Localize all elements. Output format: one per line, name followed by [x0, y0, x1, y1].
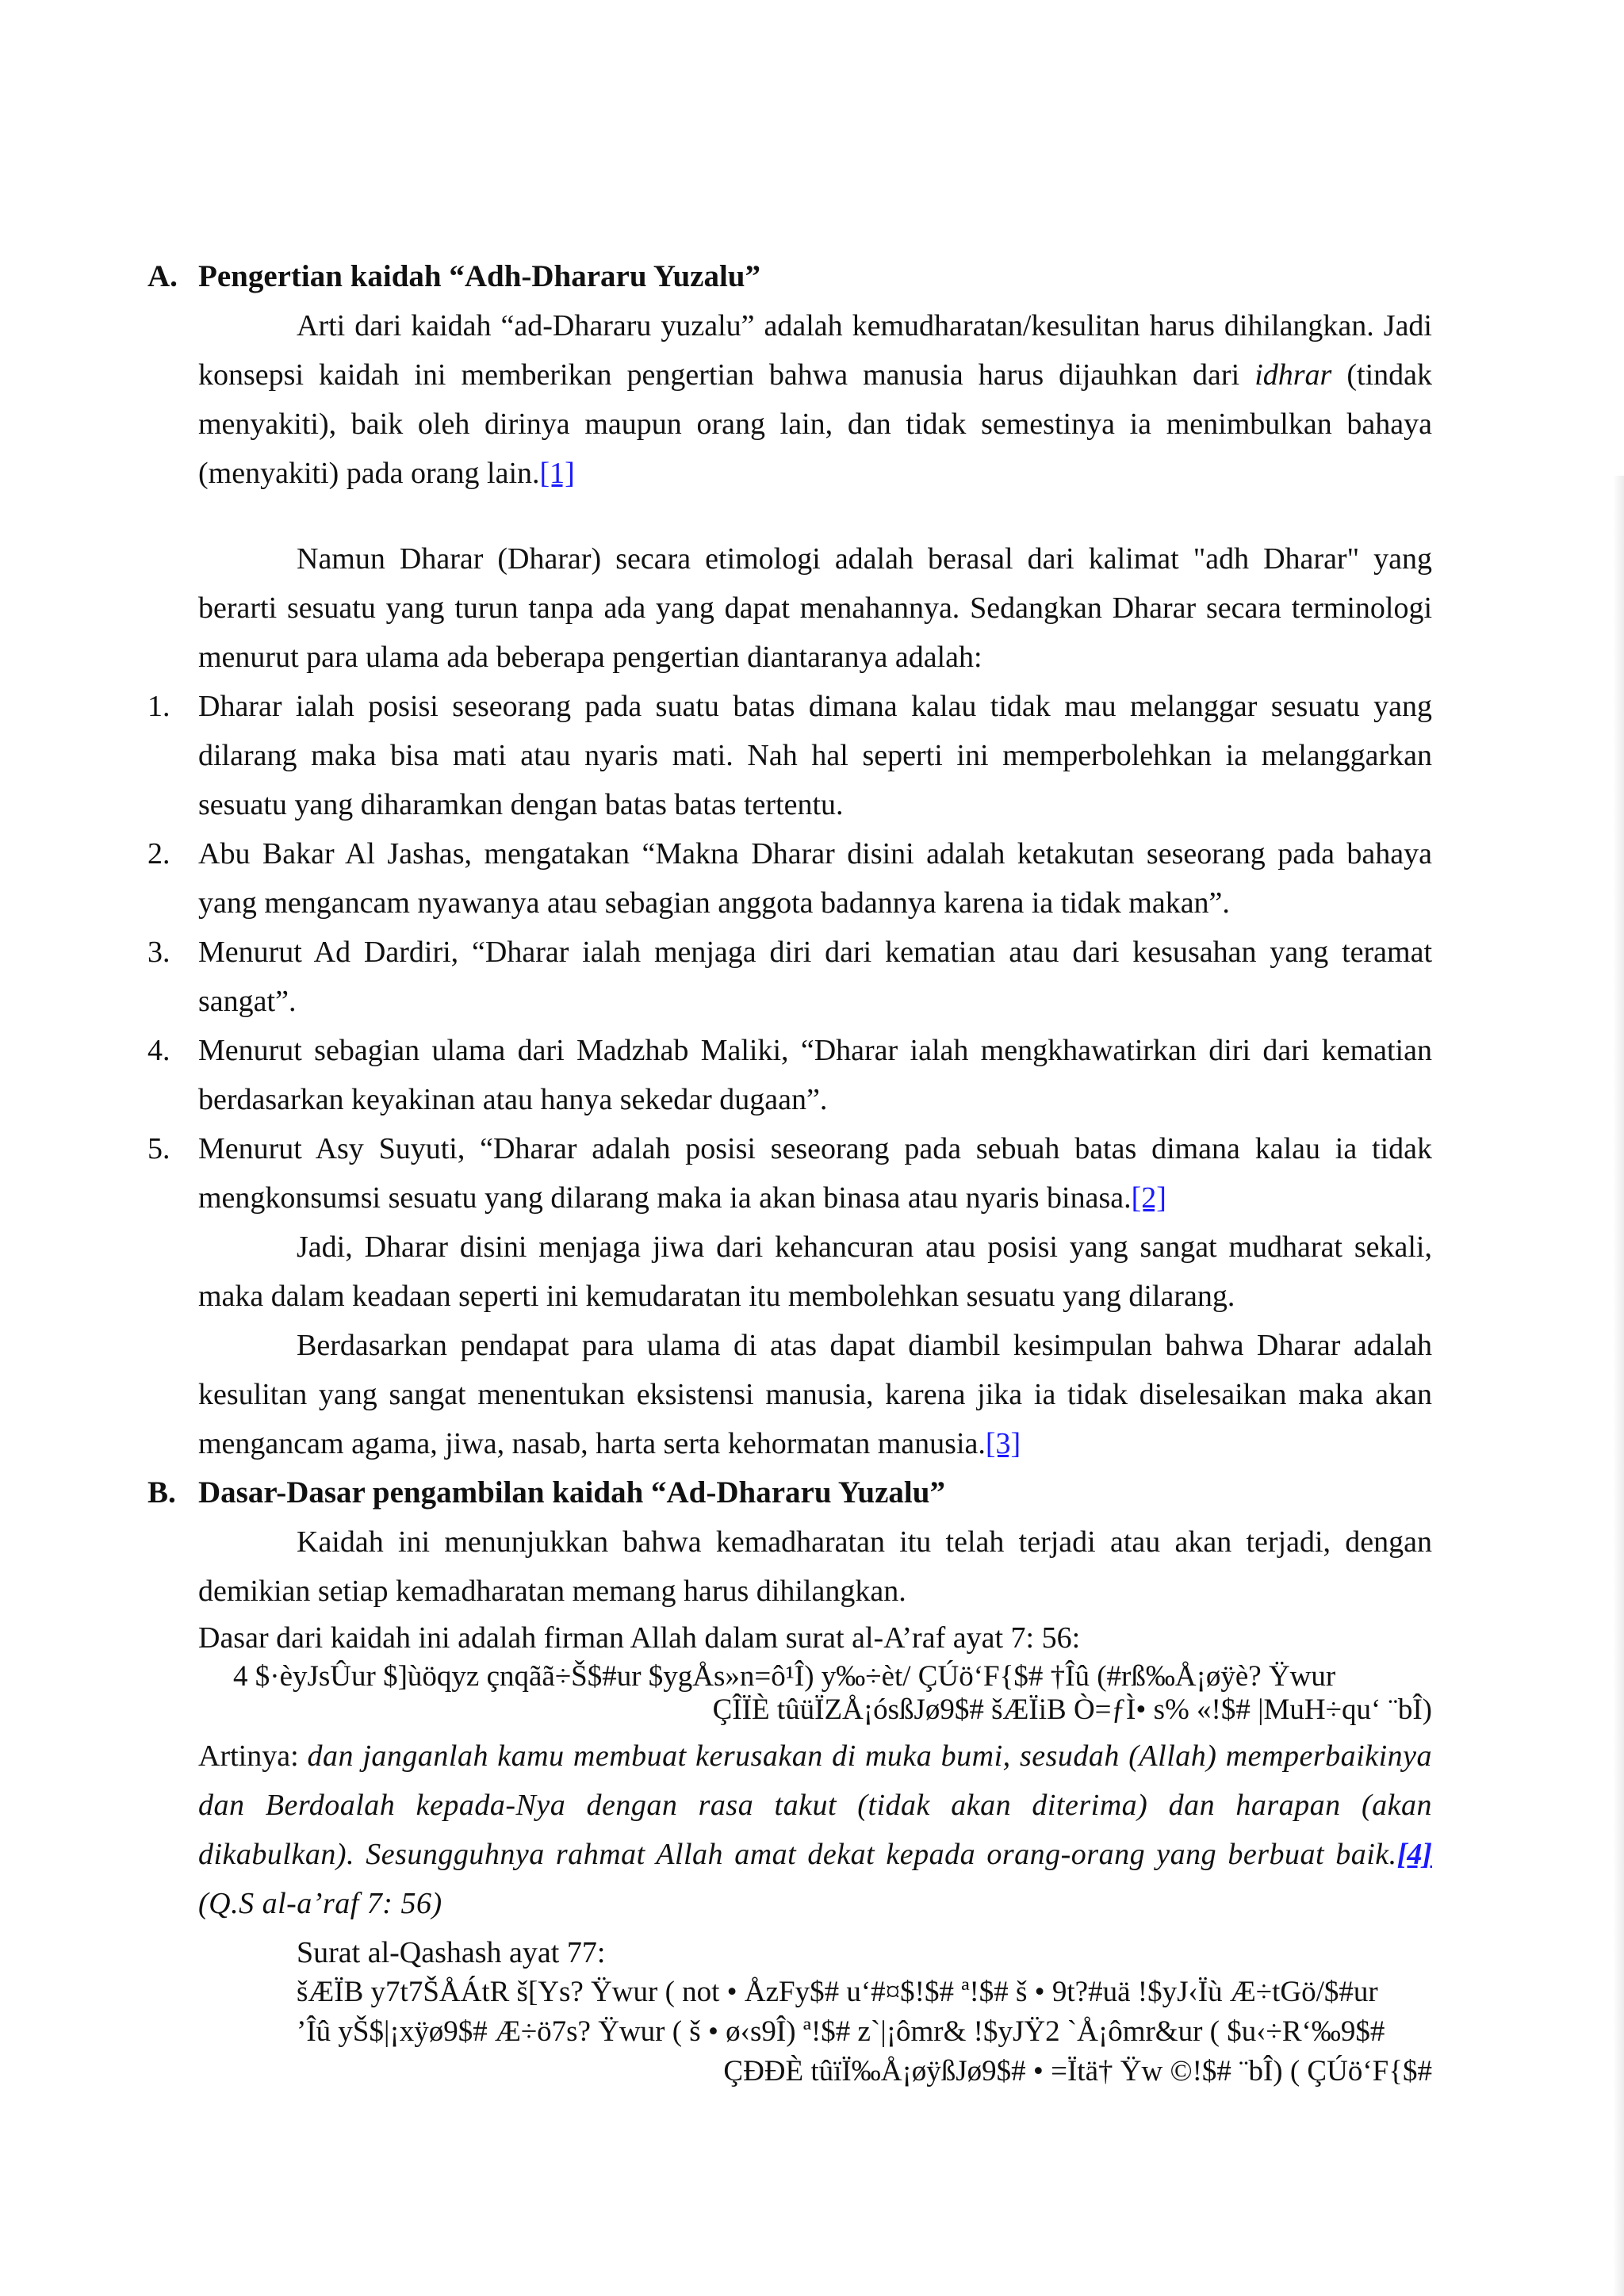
surat-qashash-label: Surat al-Qashash ayat 77: [297, 1936, 606, 1969]
section-a-heading [147, 252, 1432, 301]
list-item-text-wrap [198, 1124, 1432, 1223]
document-content [147, 252, 1432, 2091]
list-item [147, 928, 1432, 1026]
list-item [147, 1026, 1432, 1124]
footnote-link-2[interactable]: [2] [1131, 1181, 1166, 1215]
section-a-paragraph-3: Jadi, Dharar disini menjaga jiwa dari kehancuran atau posisi yang sangat mudharat sekali, maka dalam keadaan seperti ini kemudaratan itu membolehkan sesuatu yang dilarang. [198, 1230, 1432, 1313]
list-item [147, 682, 1432, 829]
footnote-link-4[interactable]: [4] [1396, 1838, 1432, 1871]
section-a-paragraph-1 [198, 301, 1432, 498]
section-a-paragraph-2: Namun Dharar (Dharar) secara etimologi adalah berasal dari kalimat "adh Dharar" yang berarti sesuatu yang turun tanpa ada yang dapat menahannya. Sedangkan Dharar secara terminologi menurut para ulama ada beberapa pengertian diantaranya adalah: [198, 542, 1432, 674]
list-item-text: Abu Bakar Al Jashas, mengatakan “Makna Dharar disini adalah ketakutan seseorang pada bahaya yang mengancam nyawanya atau sebagian anggota badannya karena ia tidak makan”. [198, 837, 1432, 920]
translation-label: Artinya: [198, 1739, 299, 1773]
list-item-number: 3. [147, 936, 170, 969]
arabic-verse-al-qashash [297, 1973, 1432, 2091]
list-item-text: Menurut Asy Suyuti, “Dharar adalah posisi seseorang pada sebuah batas dimana kalau ia tidak mengkonsumsi sesuatu yang dilarang maka ia akan binasa atau nyaris binasa. [198, 1132, 1432, 1215]
page-edge-shadow [1613, 476, 1624, 2296]
list-item-number: 1. [147, 690, 170, 723]
translation-paragraph [198, 1732, 1432, 1928]
list-item-text: Menurut sebagian ulama dari Madzhab Maliki, “Dharar ialah mengkhawatirkan diri dari kematian berdasarkan keyakinan atau hanya sekedar dugaan”. [198, 1034, 1432, 1116]
arabic-verse-al-araf [198, 1660, 1432, 1727]
section-b-heading [147, 1468, 1432, 1517]
list-item-text: Dharar ialah posisi seseorang pada suatu batas dimana kalau tidak mau melanggar sesuatu yang dilarang maka bisa mati atau nyaris mati. Nah hal seperti ini memperbolehkan ia melanggarkan sesuatu yang diharamkan dengan batas batas tertentu. [198, 690, 1432, 821]
section-a-label: A. [147, 259, 178, 293]
arabic-verse-line: ’Îû yŠ$|¡xÿø9$# Æ÷ö7s? Ÿwur ( š • ø‹s9Î) ª!$# z`|¡ômr& !$yJŸ2 `Å¡ômr&ur ( $u‹÷R‘‰9$# [297, 2015, 1385, 2048]
p1-rest: (tindak menyakiti), baik oleh dirinya maupun orang lain, dan tidak semestinya ia menimbulkan bahaya (menyakiti) pada orang lain. [198, 358, 1433, 490]
definitions-list [147, 682, 1432, 1223]
list-item-text: Menurut Ad Dardiri, “Dharar ialah menjaga diri dari kematian atau dari kesusahan yang teramat sangat”. [198, 936, 1432, 1018]
section-a-title: Pengertian kaidah “Adh-Dhararu Yuzalu” [198, 259, 760, 293]
p4-text: Berdasarkan pendapat para ulama di atas dapat diambil kesimpulan bahwa Dharar adalah kesulitan yang sangat menentukan eksistensi manusia, karena jika ia tidak diselesaikan maka akan mengancam agama, jiwa, nasab, harta serta kehormatan manusia. [198, 1329, 1432, 1460]
list-item [147, 1124, 1432, 1223]
section-b-label: B. [147, 1475, 176, 1510]
list-item [147, 829, 1432, 928]
footnote-link-3[interactable]: [3] [985, 1427, 1021, 1460]
p1-italic-term: idhrar [1254, 358, 1332, 392]
list-item-number: 4. [147, 1034, 170, 1067]
section-a-paragraph-4 [198, 1321, 1432, 1468]
arabic-verse-line: 4 $·èyJsÛur $]ùöqyz çnqãã÷Š$#ur $ygÅs»n=ô¹Î) y‰÷èt/ ÇÚö‘F{$# †Îû (#rß‰Å¡øÿè? Ÿwur [233, 1660, 1336, 1693]
footnote-link-1[interactable]: [1] [539, 457, 575, 490]
list-item-number: 2. [147, 837, 170, 871]
section-b-title: Dasar-Dasar pengambilan kaidah “Ad-Dhararu Yuzalu” [198, 1475, 945, 1510]
arabic-verse-line: ÇÐÐÈ tûïÏ‰Å¡øÿßJø9$# • =Ïtä† Ÿw ©!$# ¨bÎ) ( ÇÚö‘F{$# [723, 2055, 1432, 2087]
translation-text: dan janganlah kamu membuat kerusakan di muka bumi, sesudah (Allah) memperbaikinya dan Berdoalah kepada-Nya dengan rasa takut (tidak akan diterima) dan harapan (akan dikabulkan). Sesungguhnya rahmat Allah amat dekat kepada orang-orang yang berbuat baik. [198, 1739, 1432, 1871]
list-item-number: 5. [147, 1132, 170, 1165]
section-b-paragraph-2: Dasar dari kaidah ini adalah firman Allah dalam surat al-A’raf ayat 7: 56: [198, 1621, 1081, 1655]
arabic-verse-line: šÆÏB y7t7ŠÅÁtR š[Ys? Ÿwur ( not • ÅzFy$# u‘#¤$!$# ª!$# š • 9t?#uä !$yJ‹Ïù Æ÷tGö/$#ur [297, 1976, 1378, 2008]
section-b-paragraph-1: Kaidah ini menunjukkan bahwa kemadharatan itu telah terjadi atau akan terjadi, dengan demikian setiap kemadharatan memang harus dihilangkan. [198, 1525, 1432, 1608]
arabic-verse-line: ÇÎÏÈ tûüÏZÅ¡ósßJø9$# šÆÏiB Ò=ƒÌ• s% «!$# |MuH÷qu‘ ¨bÎ) [712, 1693, 1432, 1726]
translation-reference: (Q.S al-a’raf 7: 56) [198, 1887, 442, 1920]
p1-text: Arti dari kaidah “ad-Dhararu yuzalu” adalah kemudharatan/kesulitan harus dihilangkan. Jadi konsepsi kaidah ini memberikan pengertian bahwa manusia harus dijauhkan dari [198, 309, 1432, 392]
